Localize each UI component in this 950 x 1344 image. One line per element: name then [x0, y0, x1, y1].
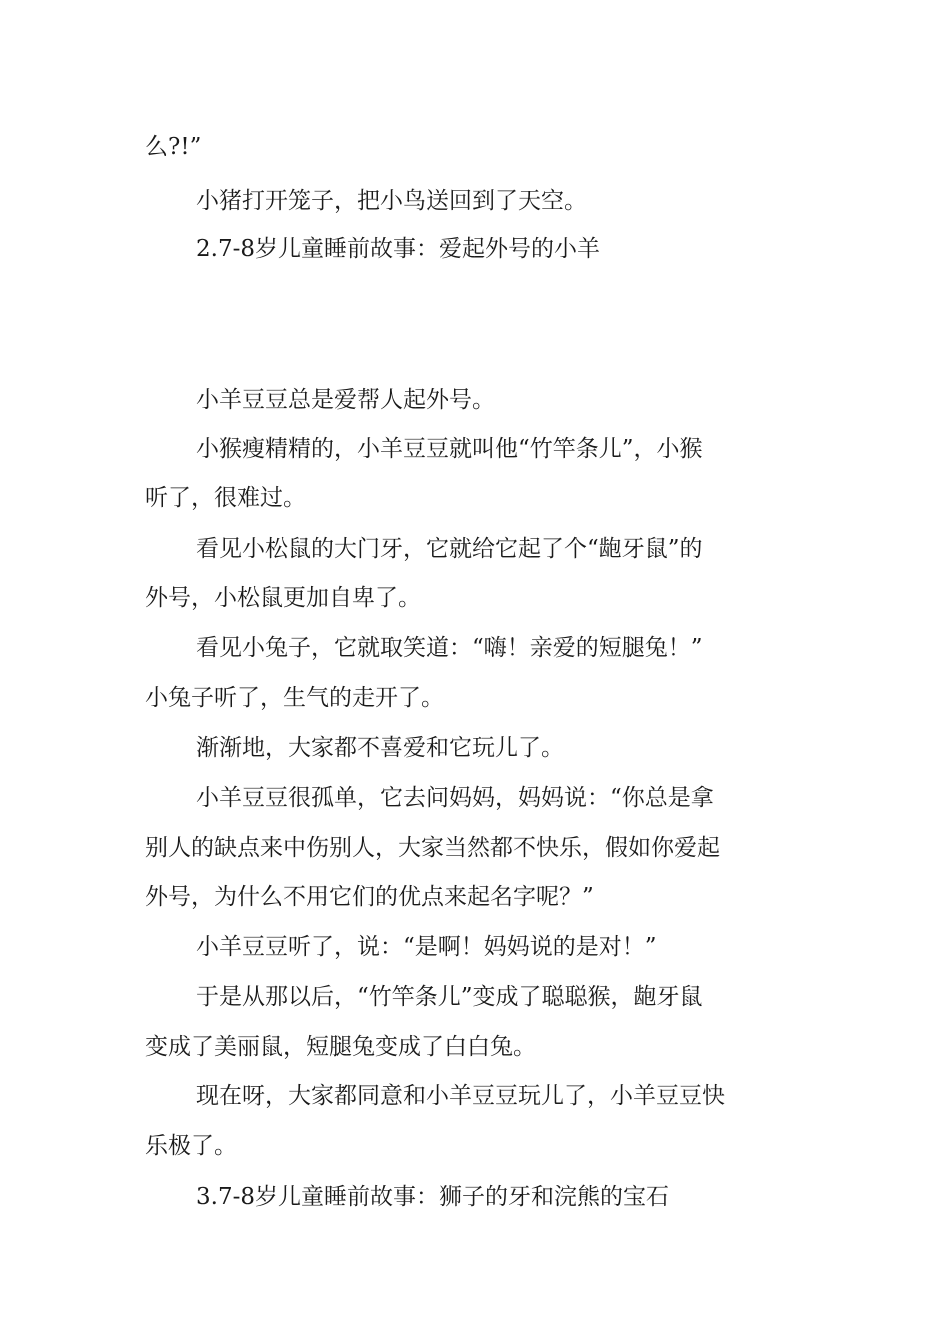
section-heading: 3.7-8岁儿童睡前故事：狮子的牙和浣熊的宝石: [196, 1184, 669, 1210]
text-line: 小猪打开笼子，把小鸟送回到了天空。: [196, 188, 587, 214]
section-heading: 2.7-8岁儿童睡前故事：爱起外号的小羊: [196, 236, 600, 262]
text-line: 小羊豆豆很孤单，它去问妈妈，妈妈说：“你总是拿: [196, 785, 714, 811]
text-line: 小猴瘦精精的，小羊豆豆就叫他“竹竿条儿”，小猴: [196, 436, 703, 462]
text-line: 小羊豆豆总是爱帮人起外号。: [196, 387, 495, 413]
text-line: 渐渐地，大家都不喜爱和它玩儿了。: [196, 735, 564, 761]
text-line: 外号，为什么不用它们的优点来起名字呢？”: [145, 884, 594, 910]
text-line: 于是从那以后，“竹竿条儿”变成了聪聪猴，龅牙鼠: [196, 984, 703, 1010]
text-line: 别人的缺点来中伤别人，大家当然都不快乐，假如你爱起: [145, 835, 720, 861]
text-line: 乐极了。: [145, 1133, 237, 1159]
text-line: 看见小兔子，它就取笑道：“嗨！亲爱的短腿兔！”: [196, 635, 703, 661]
text-line: 听了，很难过。: [145, 485, 306, 511]
text-line: 小兔子听了，生气的走开了。: [145, 685, 444, 711]
text-line: 看见小松鼠的大门牙，它就给它起了个“龅牙鼠”的: [196, 536, 703, 562]
text-line: 么?!”: [145, 134, 202, 160]
text-line: 变成了美丽鼠，短腿兔变成了白白兔。: [145, 1034, 536, 1060]
text-line: 现在呀，大家都同意和小羊豆豆玩儿了，小羊豆豆快: [196, 1083, 725, 1109]
text-line: 外号，小松鼠更加自卑了。: [145, 585, 421, 611]
text-line: 小羊豆豆听了，说：“是啊！妈妈说的是对！”: [196, 934, 657, 960]
